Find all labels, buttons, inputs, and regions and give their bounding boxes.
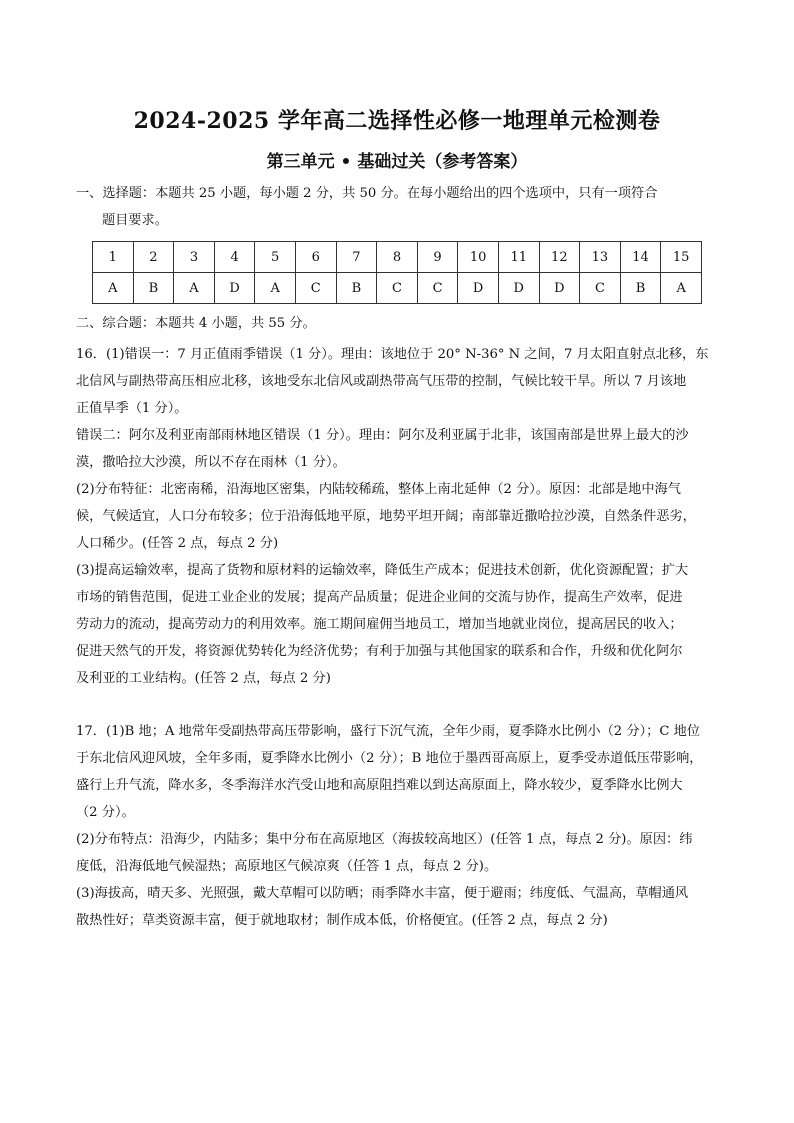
answer-letter: B xyxy=(133,273,174,304)
text-line: (3)提高运输效率，提高了货物和原材料的运输效率，降低生产成本；促进技术创新，优化资源配置；扩大 xyxy=(76,563,689,578)
question-number: 4 xyxy=(214,242,255,273)
answer-number-row xyxy=(93,242,702,273)
text-line: (3)海拔高，晴天多、光照强，戴大草帽可以防晒；雨季降水丰富，便于避雨；纬度低、气温高，草帽通风 xyxy=(76,886,689,901)
text-line: 17．(1)B 地；A 地常年受副热带高压带影响，盛行下沉气流，全年少雨，夏季降水比例小（2 分）；C 地位 xyxy=(76,724,701,739)
question-number: 10 xyxy=(458,242,499,273)
question-number: 5 xyxy=(255,242,296,273)
answer-letter: A xyxy=(93,273,134,304)
text-line: 促进天然气的开发，将资源优势转化为经济优势；有利于加强与其他国家的联系和合作，升级和优化阿尔 xyxy=(76,644,683,659)
text-line: (2)分布特点：沿海少，内陆多；集中分布在高原地区（海拔较高地区）(任答 1 点，每点 2 分)。原因：纬 xyxy=(76,832,693,847)
text-line: 正值旱季（1 分）。 xyxy=(76,401,188,416)
question-number: 7 xyxy=(336,242,377,273)
answer-letter: C xyxy=(417,273,458,304)
answer-letter: D xyxy=(498,273,539,304)
text-line: 漠，撒哈拉大沙漠，所以不存在雨林（1 分）。 xyxy=(76,455,346,470)
answer-letter: A xyxy=(174,273,215,304)
question-number: 15 xyxy=(661,242,702,273)
question-16-answer xyxy=(76,341,724,692)
section-1-line-2: 题目要求。 xyxy=(102,213,168,228)
text-line: 16．(1)错误一：7 月正值雨季错误（1 分）。理由：该地位于 20° N-36° N 之间，7 月太阳直射点北移，东 xyxy=(76,347,709,362)
section-1-heading xyxy=(76,180,724,234)
text-line: 错误二：阿尔及利亚南部雨林地区错误（1 分）。理由：阿尔及利亚属于北非，该国南部是世界上最大的沙 xyxy=(76,428,689,443)
page-subtitle: 第三单元 • 基础过关（参考答案） xyxy=(266,152,528,172)
question-number: 11 xyxy=(498,242,539,273)
answer-letter: A xyxy=(255,273,296,304)
answer-letter: C xyxy=(295,273,336,304)
question-number: 12 xyxy=(539,242,580,273)
answer-letter: D xyxy=(214,273,255,304)
question-number: 13 xyxy=(580,242,621,273)
text-line: （2 分）。 xyxy=(76,805,135,820)
answer-table xyxy=(92,241,702,304)
answer-letter-row xyxy=(93,273,702,304)
question-number: 2 xyxy=(133,242,174,273)
question-17-answer xyxy=(76,718,724,934)
question-number: 6 xyxy=(295,242,336,273)
question-number: 8 xyxy=(377,242,418,273)
text-line: 及利亚的工业结构。(任答 2 点，每点 2 分) xyxy=(76,671,331,686)
text-line: 于东北信风迎风坡，全年多雨，夏季降水比例小（2 分）；B 地位于墨西哥高原上，夏季受赤道低压带影响， xyxy=(76,751,703,766)
question-number: 9 xyxy=(417,242,458,273)
section-2-heading: 二、综合题：本题共 4 小题，共 55 分。 xyxy=(76,316,316,331)
answer-letter: D xyxy=(539,273,580,304)
text-line: (2)分布特征：北密南稀，沿海地区密集，内陆较稀疏，整体上南北延伸（2 分）。原因：北部是地中海气 xyxy=(76,482,681,497)
text-line: 度低，沿海低地气候湿热；高原地区气候凉爽（任答 1 点，每点 2 分)。 xyxy=(76,859,498,874)
answer-letter: C xyxy=(377,273,418,304)
question-number: 1 xyxy=(93,242,134,273)
text-line: 劳动力的流动，提高劳动力的利用效率。施工期间雇佣当地员工，增加当地就业岗位，提高居民的收入； xyxy=(76,617,683,632)
text-line: 北信风与副热带高压相应北移，该地受东北信风或副热带高气压带的控制，气候比较干旱。所以 7 月该地 xyxy=(76,374,687,389)
text-line: 盛行上升气流，降水多，冬季海洋水汽受山地和高原阻挡难以到达高原面上，降水较少，夏季降水比例大 xyxy=(76,778,683,793)
section-1-line-1: 一、选择题：本题共 25 小题，每小题 2 分，共 50 分。在每小题给出的四个选项中，只有一项符合 xyxy=(76,186,658,201)
page-title: 2024-2025 学年高二选择性必修一地理单元检测卷 xyxy=(133,108,661,134)
text-line: 市场的销售范围，促进工业企业的发展；提高产品质量；促进企业间的交流与协作，提高生产效率，促进 xyxy=(76,590,683,605)
question-number: 3 xyxy=(174,242,215,273)
answer-letter: C xyxy=(580,273,621,304)
text-line: 候，气候适宜，人口分布较多；位于沿海低地平原，地势平坦开阔；南部靠近撒哈拉沙漠，自然条件恶劣， xyxy=(76,509,696,524)
answer-letter: B xyxy=(336,273,377,304)
answer-letter: A xyxy=(661,273,702,304)
answer-letter: B xyxy=(620,273,661,304)
text-line: 人口稀少。(任答 2 点，每点 2 分) xyxy=(76,536,279,551)
text-line: 散热性好；草类资源丰富，便于就地取材；制作成本低，价格便宜。(任答 2 点，每点 2 分) xyxy=(76,913,608,928)
question-number: 14 xyxy=(620,242,661,273)
answer-letter: D xyxy=(458,273,499,304)
